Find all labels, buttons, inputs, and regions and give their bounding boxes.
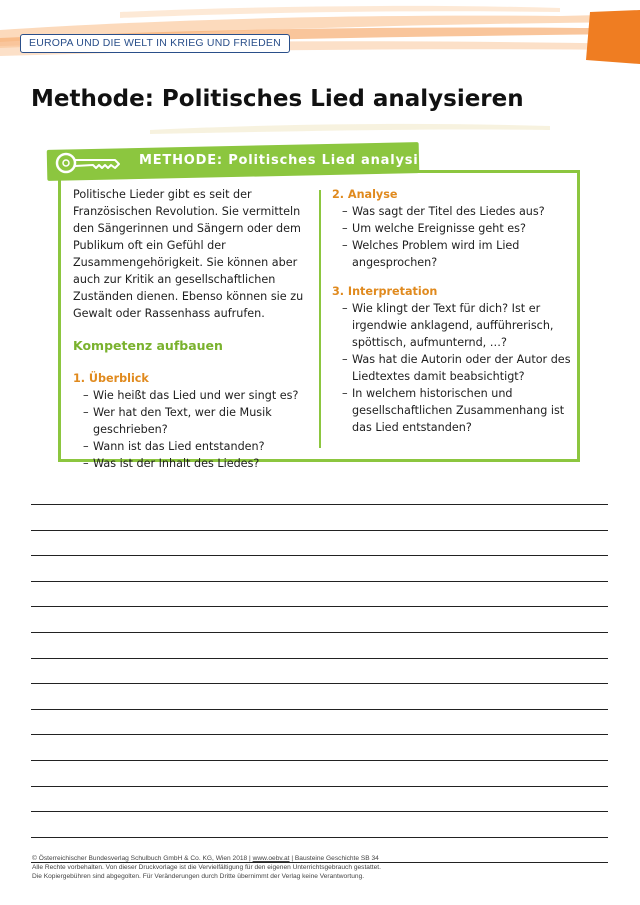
writing-line: [31, 555, 608, 556]
chapter-tag: EUROPA UND DIE WELT IN KRIEG UND FRIEDEN: [20, 34, 290, 53]
book-reference: | Bausteine Geschichte SB 34: [289, 855, 379, 862]
competence-heading: Kompetenz aufbauen: [73, 338, 223, 353]
writing-line: [31, 709, 608, 710]
writing-line: [31, 606, 608, 607]
title-underline-decoration: [150, 118, 550, 138]
intro-text: Politische Lieder gibt es seit der Französischen Revolution. Sie vermitteln den Sängerinnen und Sängern oder dem Publikum oft ein Gefühl der Zusammengehörigkeit. Sie können aber auch zur Kritik an gesellschaftlichen Zuständen dienen. Ebenso können sie zu Gewalt oder Rassenhass aufrufen.: [73, 188, 304, 320]
writing-line: [31, 760, 608, 761]
section-heading-interpretation: 3. Interpretation: [332, 285, 438, 298]
question-item: – Um welche Ereignisse geht es?: [332, 220, 572, 237]
footer-line-1: [32, 854, 612, 863]
question-item: – In welchem historischen und gesellschaftlichen Zusammenhang ist das Lied entstanden?: [332, 385, 572, 436]
writing-line: [31, 530, 608, 531]
writing-line: [31, 811, 608, 812]
writing-line: [31, 632, 608, 633]
copyright-text: © Österreichischer Bundesverlag Schulbuch GmbH & Co. KG, Wien 2018 |: [32, 855, 253, 862]
footer-line-3: Die Kopiergebühren sind abgegolten. Für Veränderungen durch Dritte übernimmt der Verlag keine Verantwortung.: [32, 873, 365, 880]
writing-line: [31, 837, 608, 838]
writing-line: [31, 581, 608, 582]
footer: [32, 854, 612, 881]
publisher-link[interactable]: www.oebv.at: [252, 855, 290, 862]
writing-line: [31, 683, 608, 684]
question-list-ueberblick: [73, 387, 315, 472]
section-heading-analyse: 2. Analyse: [332, 188, 398, 201]
footer-line-2: Alle Rechte vorbehalten. Von dieser Druckvorlage ist die Vervielfältigung für den eigenen Unterrichtsgebrauch gestattet.: [32, 864, 381, 871]
writing-line: [31, 504, 608, 505]
writing-line: [31, 658, 608, 659]
method-header-label: METHODE: Politisches Lied analysieren: [139, 153, 456, 168]
question-item: – Wie klingt der Text für dich? Ist er irgendwie anklagend, aufführerisch, spöttisch, aufmunternd, …?: [332, 300, 572, 351]
question-list-analyse: [332, 203, 572, 271]
question-item: – Was hat die Autorin oder der Autor des Liedtextes damit beabsichtigt?: [332, 351, 572, 385]
question-list-interpretation: [332, 300, 572, 436]
question-item: – Wann ist das Lied entstanden?: [73, 438, 315, 455]
question-item: – Wie heißt das Lied und wer singt es?: [73, 387, 315, 404]
writing-line: [31, 786, 608, 787]
column-divider: [319, 190, 321, 448]
page-title: Methode: Politisches Lied analysieren: [31, 86, 524, 112]
question-item: – Welches Problem wird im Lied angesprochen?: [332, 237, 572, 271]
question-item: – Was ist der Inhalt des Liedes?: [73, 455, 315, 472]
question-item: – Wer hat den Text, wer die Musik geschrieben?: [73, 404, 315, 438]
method-right-column: [332, 186, 572, 436]
question-item: – Was sagt der Titel des Liedes aus?: [332, 203, 572, 220]
section-heading-ueberblick: 1. Überblick: [73, 372, 149, 385]
method-header: [47, 143, 456, 183]
key-icon: [53, 147, 123, 179]
method-left-column: [73, 186, 315, 472]
writing-line: [31, 734, 608, 735]
